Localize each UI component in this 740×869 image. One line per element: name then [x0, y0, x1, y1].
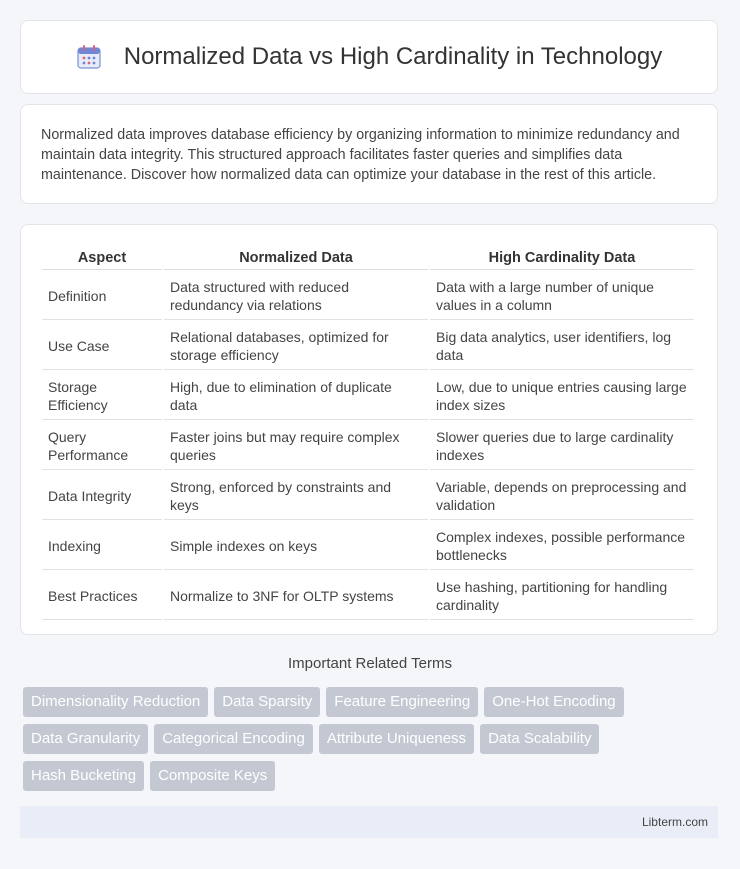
table-row	[42, 572, 694, 620]
header-card	[20, 20, 718, 94]
table-row	[42, 322, 694, 370]
row-aspect: Use Case	[42, 322, 162, 370]
row-high-cardinality: Use hashing, partitioning for handling cardinality	[430, 572, 694, 620]
row-aspect: Definition	[42, 272, 162, 320]
row-normalized: High, due to elimination of duplicate data	[164, 372, 428, 420]
header-normalized: Normalized Data	[164, 247, 428, 270]
page-title: Normalized Data vs High Cardinality in Technology	[123, 43, 663, 70]
row-aspect: Data Integrity	[42, 472, 162, 520]
row-high-cardinality: Slower queries due to large cardinality indexes	[430, 422, 694, 470]
row-high-cardinality: Data with a large number of unique values in a column	[430, 272, 694, 320]
comparison-table	[40, 245, 696, 622]
tag-attribute-uniqueness[interactable]: Attribute Uniqueness	[319, 724, 474, 754]
related-terms-title: Important Related Terms	[288, 655, 452, 672]
tag-composite-keys[interactable]: Composite Keys	[150, 761, 275, 791]
row-normalized: Faster joins but may require complex queries	[164, 422, 428, 470]
intro-text: Normalized data improves database efficiency by organizing information to minimize redundancy and maintain data integrity. This structured approach facilitates faster queries and simplifies data maintenance. Discover how normalized data can optimize your database in the rest of this article.	[41, 127, 680, 183]
table-row	[42, 272, 694, 320]
table-header-row	[42, 247, 694, 270]
row-high-cardinality: Complex indexes, possible performance bottlenecks	[430, 522, 694, 570]
footer-site-link[interactable]: Libterm.com	[641, 815, 708, 829]
tag-data-sparsity[interactable]: Data Sparsity	[214, 687, 320, 717]
row-normalized: Data structured with reduced redundancy via relations	[164, 272, 428, 320]
tag-hash-bucketing[interactable]: Hash Bucketing	[23, 761, 144, 791]
table-row	[42, 522, 694, 570]
tag-one-hot-encoding[interactable]: One-Hot Encoding	[484, 687, 623, 717]
tag-feature-engineering[interactable]: Feature Engineering	[326, 687, 478, 717]
row-aspect: Storage Efficiency	[42, 372, 162, 420]
row-normalized: Normalize to 3NF for OLTP systems	[164, 572, 428, 620]
row-aspect: Best Practices	[42, 572, 162, 620]
table-row	[42, 422, 694, 470]
row-high-cardinality: Variable, depends on preprocessing and validation	[430, 472, 694, 520]
row-normalized: Strong, enforced by constraints and keys	[164, 472, 428, 520]
calendar-icon	[76, 44, 102, 70]
footer	[20, 806, 718, 838]
tag-data-granularity[interactable]: Data Granularity	[23, 724, 148, 754]
comparison-table-card	[20, 224, 718, 635]
tag-categorical-encoding[interactable]: Categorical Encoding	[154, 724, 313, 754]
row-normalized: Relational databases, optimized for storage efficiency	[164, 322, 428, 370]
header-aspect: Aspect	[42, 247, 162, 270]
related-terms-tags	[23, 687, 723, 791]
row-high-cardinality: Big data analytics, user identifiers, log data	[430, 322, 694, 370]
table-row	[42, 372, 694, 420]
row-aspect: Indexing	[42, 522, 162, 570]
header-high-cardinality: High Cardinality Data	[430, 247, 694, 270]
row-aspect: Query Performance	[42, 422, 162, 470]
row-high-cardinality: Low, due to unique entries causing large index sizes	[430, 372, 694, 420]
intro-card	[20, 104, 718, 204]
tag-data-scalability[interactable]: Data Scalability	[480, 724, 599, 754]
table-row	[42, 472, 694, 520]
row-normalized: Simple indexes on keys	[164, 522, 428, 570]
tag-dimensionality-reduction[interactable]: Dimensionality Reduction	[23, 687, 208, 717]
